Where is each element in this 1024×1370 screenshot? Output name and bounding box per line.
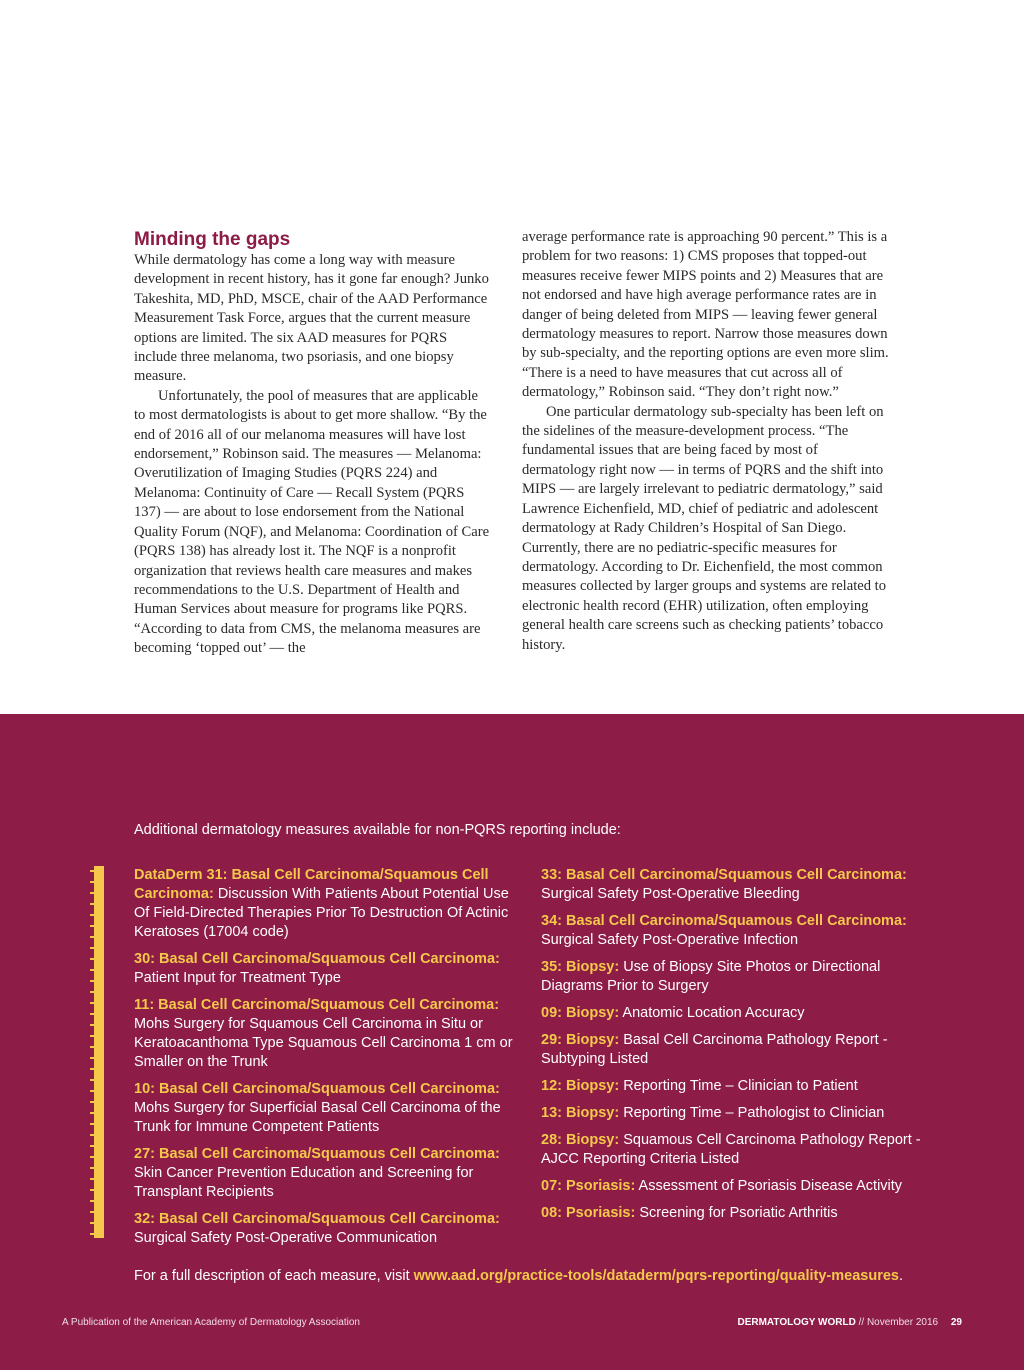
measure-item	[134, 866, 514, 942]
ruler-tick	[90, 903, 96, 905]
article-paragraph: Unfortunately, the pool of measures that are applicable to most dermatologists is about to get more shallow. “By the end of 2016 all of our melanoma measures will have lost endorsement,” Robinson said. The measures — Melanoma: Overutilization of Imaging Studies (PQRS 224) and Melanoma: Continuity of Care — Recall System (PQRS 137) — are about to lose endorsement from the National Quality Forum (NQF), and Melanoma: Coordination of Care (PQRS 138) has already lost it. The NQF is a nonprofit organization that reviews health care measures and makes recommendations to the U.S. Department of Health and Human Services about measure for programs like PQRS. “According to data from CMS, the melanoma measures are becoming ‘topped out’ — the	[134, 387, 490, 657]
measure-code: 07: Psoriasis:	[541, 1178, 636, 1194]
measure-code: 35: Biopsy:	[541, 959, 620, 975]
measure-code: 27: Basal Cell Carcinoma/Squamous Cell Carcinoma:	[134, 1146, 500, 1162]
ruler-tick	[90, 1178, 96, 1180]
measure-description: Patient Input for Treatment Type	[134, 970, 341, 986]
note-text: For a full description of each measure, visit	[134, 1268, 410, 1284]
measure-code: 13: Biopsy:	[541, 1105, 620, 1121]
ruler-tick	[90, 947, 96, 949]
measure-code: 11: Basal Cell Carcinoma/Squamous Cell Carcinoma:	[134, 997, 500, 1013]
measure-item	[541, 1031, 941, 1069]
ruler-tick	[90, 1200, 100, 1202]
measure-code: 30: Basal Cell Carcinoma/Squamous Cell Carcinoma:	[134, 951, 500, 967]
measure-code: 08: Psoriasis:	[541, 1205, 636, 1221]
measure-description: Use of Biopsy Site Photos or Directional Diagrams Prior to Surgery	[541, 959, 881, 994]
ruler-tick	[90, 1068, 96, 1070]
ruler-tick	[90, 881, 96, 883]
ruler-tick	[90, 1090, 100, 1092]
publication-credit: A Publication of the American Academy of Dermatology Association	[62, 1317, 360, 1328]
article-paragraph: While dermatology has come a long way with measure development in recent history, has it gone far enough? Junko Takeshita, MD, PhD, MSCE, chair of the AAD Performance Measurement Task Force, argues that the current measure options are limited. The six AAD measures for PQRS include three melanoma, two psoriasis, and one biopsy measure.	[134, 252, 489, 385]
measure-code: 32: Basal Cell Carcinoma/Squamous Cell Carcinoma:	[134, 1211, 500, 1227]
measure-code: 12: Biopsy:	[541, 1078, 620, 1094]
measure-code: 10: Basal Cell Carcinoma/Squamous Cell Carcinoma:	[134, 1081, 500, 1097]
measure-description: Assessment of Psoriasis Disease Activity	[638, 1178, 903, 1194]
ruler-tick	[90, 892, 96, 894]
ruler-tick	[90, 980, 100, 982]
measures-url-link[interactable]: www.aad.org/practice-tools/dataderm/pqrs-reporting/quality-measures	[413, 1268, 899, 1284]
measure-description: Reporting Time – Pathologist to Clinician	[623, 1105, 885, 1121]
page-number: 29	[950, 1317, 962, 1328]
ruler-tick	[90, 1079, 96, 1081]
measure-description: Discussion With Patients About Potential Use Of Field-Directed Therapies Prior To Destruction Of Actinic Keratoses (17004 code)	[134, 886, 509, 940]
ruler-tick	[90, 1189, 96, 1191]
ruler-tick	[90, 1167, 96, 1169]
measure-item	[134, 950, 514, 988]
measure-item	[541, 1204, 941, 1223]
ruler-tick	[90, 1145, 100, 1147]
section-heading: Minding the gaps	[134, 229, 291, 250]
measure-description: Squamous Cell Carcinoma Pathology Report - AJCC Reporting Criteria Listed	[541, 1132, 921, 1167]
measure-list-left	[134, 866, 514, 1256]
measure-description: Mohs Surgery for Superficial Basal Cell Carcinoma of the Trunk for Immune Competent Patients	[134, 1100, 501, 1135]
measures-sidebar	[0, 714, 1024, 1370]
measure-description: Mohs Surgery for Squamous Cell Carcinoma in Situ or Keratoacanthoma Type Squamous Cell Carcinoma 1 cm or Smaller on the Trunk	[134, 1016, 513, 1070]
ruler-tick	[90, 1222, 96, 1224]
ruler-tick	[90, 958, 96, 960]
measure-item	[541, 1077, 941, 1096]
measure-item	[541, 958, 941, 996]
masthead-separator: //	[858, 1317, 865, 1328]
ruler-tick	[90, 1134, 96, 1136]
ruler-tick	[90, 1101, 96, 1103]
measure-item	[541, 1177, 941, 1196]
ruler-tick	[90, 936, 96, 938]
ruler-tick	[90, 1156, 96, 1158]
ruler-tick	[90, 1002, 96, 1004]
article	[134, 228, 894, 688]
ruler-tick	[90, 1013, 96, 1015]
measure-description: Reporting Time – Clinician to Patient	[623, 1078, 858, 1094]
measure-description: Skin Cancer Prevention Education and Screening for Transplant Recipients	[134, 1165, 474, 1200]
measure-description: Surgical Safety Post-Operative Communication	[134, 1230, 438, 1246]
measure-item	[541, 866, 941, 904]
measure-item	[541, 1004, 941, 1023]
ruler-graphic	[94, 866, 104, 1238]
measure-description: Surgical Safety Post-Operative Infection	[541, 932, 799, 948]
measure-code: 29: Biopsy:	[541, 1032, 620, 1048]
ruler-tick	[90, 914, 96, 916]
measure-code: 09: Biopsy:	[541, 1005, 620, 1021]
measure-code: 34: Basal Cell Carcinoma/Squamous Cell Carcinoma:	[541, 913, 907, 929]
ruler-tick	[90, 1024, 96, 1026]
measure-description: Screening for Psoriatic Arthritis	[639, 1205, 838, 1221]
ruler-tick	[90, 1046, 96, 1048]
magazine-title: DERMATOLOGY WORLD	[737, 1317, 856, 1328]
measure-code: 33: Basal Cell Carcinoma/Squamous Cell Carcinoma:	[541, 867, 907, 883]
ruler-tick	[90, 1057, 96, 1059]
measure-description: Surgical Safety Post-Operative Bleeding	[541, 886, 800, 902]
measure-item	[134, 1145, 514, 1202]
measure-item	[541, 1104, 941, 1123]
measure-list-right	[541, 866, 941, 1231]
measure-code: DataDerm 31: Basal Cell Carcinoma/Squamous Cell Carcinoma:	[134, 867, 489, 902]
ruler-tick	[90, 870, 100, 872]
measure-item	[541, 912, 941, 950]
measure-code: 28: Biopsy:	[541, 1132, 620, 1148]
ruler-tick	[90, 1035, 100, 1037]
article-paragraph: One particular dermatology sub-specialty has been left on the sidelines of the measure-development process. “The fundamental issues that are being faced by most of dermatology right now — in terms of PQRS and the shift into MIPS — are largely irrelevant to pediatric dermatology,” said Lawrence Eichenfield, MD, chief of pediatric and adolescent dermatology at Rady Children’s Hospital of San Diego. Currently, there are no pediatric-specific measures for dermatology. According to Dr. Eichenfield, the most common measures collected by larger groups and systems are related to electronic health record (EHR) utilization, often employing general health care screens such as checking patients’ tobacco history.	[522, 403, 887, 653]
sidebar-intro: Additional dermatology measures available for non-PQRS reporting include:	[134, 822, 621, 838]
issue-date: November 2016	[866, 1317, 939, 1328]
measure-item	[541, 1131, 941, 1169]
article-column-left	[134, 228, 490, 659]
ruler-tick	[90, 969, 96, 971]
ruler-tick	[90, 991, 96, 993]
measure-description: Anatomic Location Accuracy	[622, 1005, 805, 1021]
ruler-tick	[90, 1211, 96, 1213]
ruler-tick	[90, 1112, 96, 1114]
article-paragraph: average performance rate is approaching 90 percent.” This is a problem for two reasons: 1) CMS proposes that topped-out measures receive fewer MIPS points and 2) Measures that are not endorsed and have high average performance rates are in danger of being deleted from MIPS — leaving fewer general dermatology measures to report. Narrow those measures down by sub-specialty, and the reporting options are even more slim. “There is a need to have measures that cut across all of dermatology,” Robinson said. “They don’t right now.”	[522, 229, 889, 401]
ruler-tick	[90, 1233, 96, 1235]
measure-item	[134, 1210, 514, 1248]
measure-description-note	[134, 1266, 994, 1286]
measure-description: Basal Cell Carcinoma Pathology Report - Subtyping Listed	[541, 1032, 888, 1067]
note-period: .	[898, 1268, 904, 1284]
measure-item	[134, 1080, 514, 1137]
article-column-right	[522, 228, 894, 655]
ruler-tick	[90, 1123, 96, 1125]
measure-item	[134, 996, 514, 1072]
ruler-tick	[90, 925, 100, 927]
page-masthead	[737, 1317, 962, 1328]
